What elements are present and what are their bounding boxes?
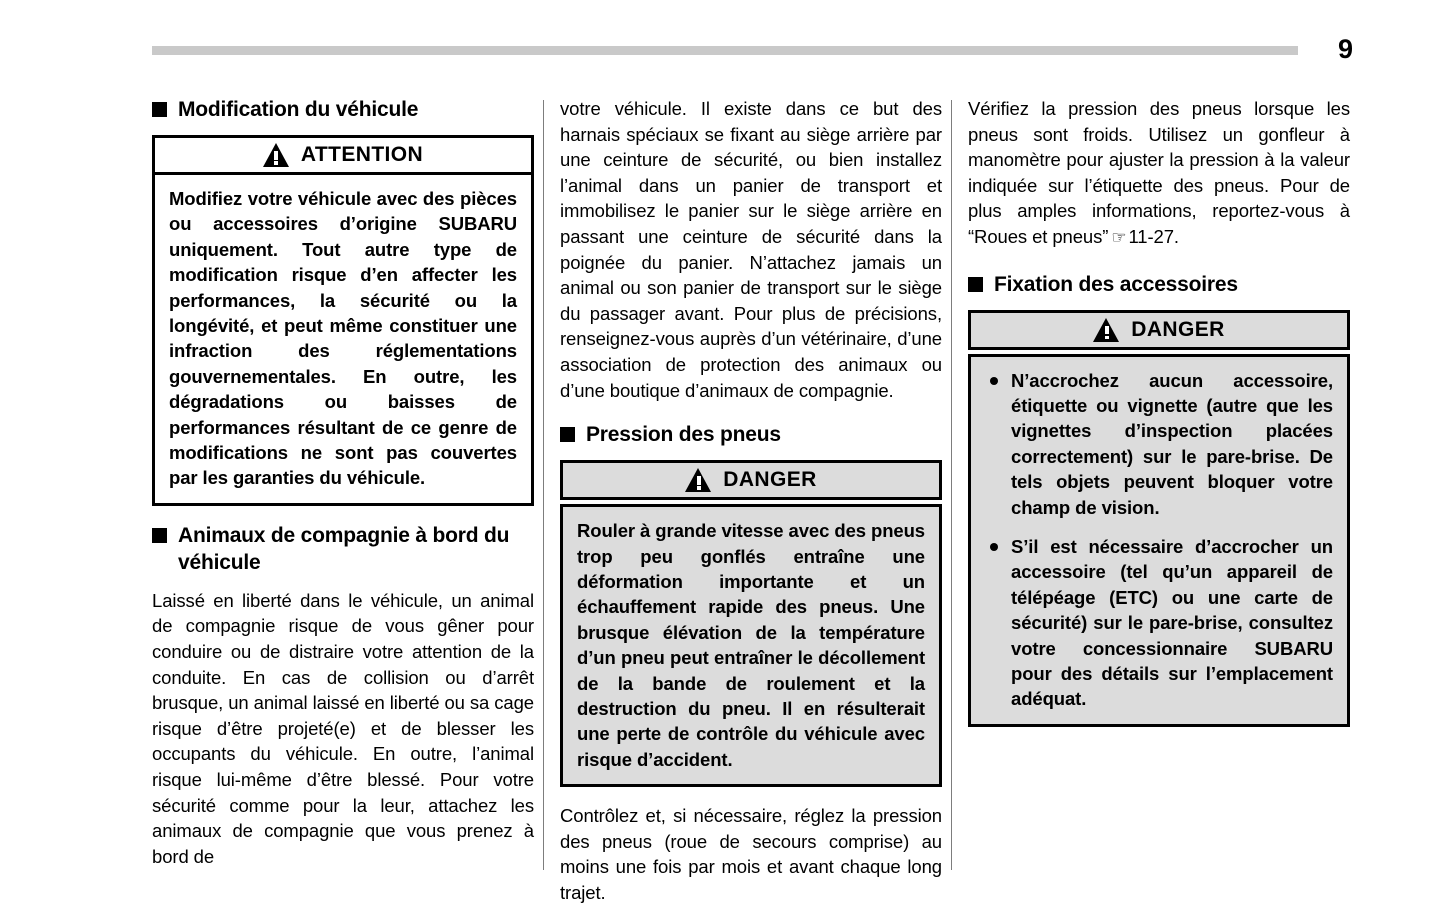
paragraph: votre véhicule. Il existe dans ce but des harnais spéciaux se fixant au siège arrière par une ceinture de sécurité, ou bien installez l’animal dans un panier de transport et immobilisez le panier sur le siège arrière en passant une ceinture de sécurité dans la poignée du panier. N’attachez jamais un animal ou son panier de transport sur le siège du passager avant. Pour plus de précisions, renseignez-vous auprès d’un vétérinaire, d’une association de protection des animaux ou d’une boutique d’animaux de compagnie. (560, 98, 942, 401)
warning-box-danger-tire-pressure (560, 460, 942, 787)
column-3 (968, 96, 1350, 743)
warning-box-header (152, 135, 534, 175)
column-1 (152, 96, 534, 869)
section-heading-fixation-des-accessoires (968, 271, 1350, 298)
page-number: 9 (1337, 34, 1353, 64)
list-item (985, 534, 1333, 712)
warning-bullet-list (985, 368, 1333, 712)
column-divider-1 (543, 100, 544, 870)
warning-triangle-icon (1093, 318, 1120, 342)
section-heading-label: Animaux de compagnie à bord du véhicule (178, 523, 510, 574)
warning-body-text: Rouler à grande vitesse avec des pneus trop peu gonflés entraîne une déformation importante et un échauffement rapide des pneus. Une brusque élévation de la température d’un pneu peut entraîner le décollement de la bande de roulement et la destruction du pneu. Il en résulterait une perte de contrôle du véhicule avec risque d’accident. (560, 504, 942, 787)
paragraph-with-reference (968, 96, 1350, 251)
section-heading-animaux-de-compagnie (152, 522, 534, 576)
warning-box-header (968, 310, 1350, 350)
section-heading-label: Modification du véhicule (178, 98, 419, 121)
page-header (0, 0, 1445, 78)
page-body (0, 96, 1445, 903)
warning-box-header (560, 460, 942, 500)
warning-title: DANGER (723, 468, 817, 492)
round-bullet-icon (990, 543, 998, 551)
section-heading-label: Pression des pneus (586, 423, 781, 447)
warning-box-attention (152, 135, 534, 506)
list-item (985, 368, 1333, 520)
warning-box-danger-accessories (968, 310, 1350, 727)
warning-triangle-icon (685, 468, 712, 492)
warning-triangle-icon (263, 143, 290, 167)
section-heading-label: Fixation des accessoires (994, 272, 1238, 296)
list-item-text: S’il est nécessaire d’accrocher un accessoire (tel qu’un appareil de télépéage (ETC) ou une carte de sécurité) sur le pare-brise, consultez votre concessionnaire SUBARU pour des détails sur l’emplacement adéquat. (1011, 536, 1333, 710)
square-bullet-icon (152, 102, 167, 117)
pointing-hand-icon: ☞ (1111, 227, 1127, 247)
square-bullet-icon (152, 528, 167, 543)
warning-title: ATTENTION (300, 143, 424, 166)
section-heading-modification-du-vehicule (152, 96, 534, 123)
warning-body-text: Modifiez votre véhicule avec des pièces ou accessoires d’origine SUBARU uniquement. Tout autre type de modification risque d’en affecter les performances, la sécurité ou la longévité, et peut même constituer une infraction des réglementations gouvernementales. En outre, les dégradations ou baisses de performances résultant de ce genre de modifications ne sont pas couvertes par les garanties du véhicule. (152, 175, 534, 506)
paragraph: Contrôlez et, si nécessaire, réglez la pression des pneus (roue de secours comprise) au moins une fois par mois et avant chaque long trajet. (560, 805, 942, 903)
square-bullet-icon (560, 427, 575, 442)
round-bullet-icon (990, 377, 998, 385)
header-rule (152, 46, 1298, 55)
column-divider-2 (951, 100, 952, 870)
square-bullet-icon (968, 277, 983, 292)
warning-title: DANGER (1131, 317, 1225, 341)
list-item-text: N’accrochez aucun accessoire, étiquette ou vignette (autre que les vignettes d’inspection placées correctement) sur le pare-brise. De tels objets peuvent bloquer votre champ de vision. (1011, 369, 1333, 518)
section-heading-pression-des-pneus (560, 421, 942, 448)
column-2 (560, 96, 942, 906)
paragraph-text: Vérifiez la pression des pneus lorsque les pneus sont froids. Utilisez un gonfleur à manomètre pour ajuster la pression à la valeur indiquée sur l’étiquette des pneus. Pour de plus amples informations, reportez-vous à “Roues et pneus” (968, 98, 1350, 247)
page-reference: 11-27. (1128, 225, 1179, 247)
warning-body-list (968, 354, 1350, 727)
paragraph: Laissé en liberté dans le véhicule, un animal de compagnie risque de vous gêner pour conduire ou de distraire votre attention de la conduite. En cas de collision ou d’arrêt brusque, un animal laissé en liberté ou sa cage risque d’être projeté(e) et de blesser les occupants du véhicule. En outre, l’animal risque lui-même d’être blessé. Pour votre sécurité comme pour la leur, attachez les animaux de compagnie que vous prenez à bord de (152, 589, 534, 867)
